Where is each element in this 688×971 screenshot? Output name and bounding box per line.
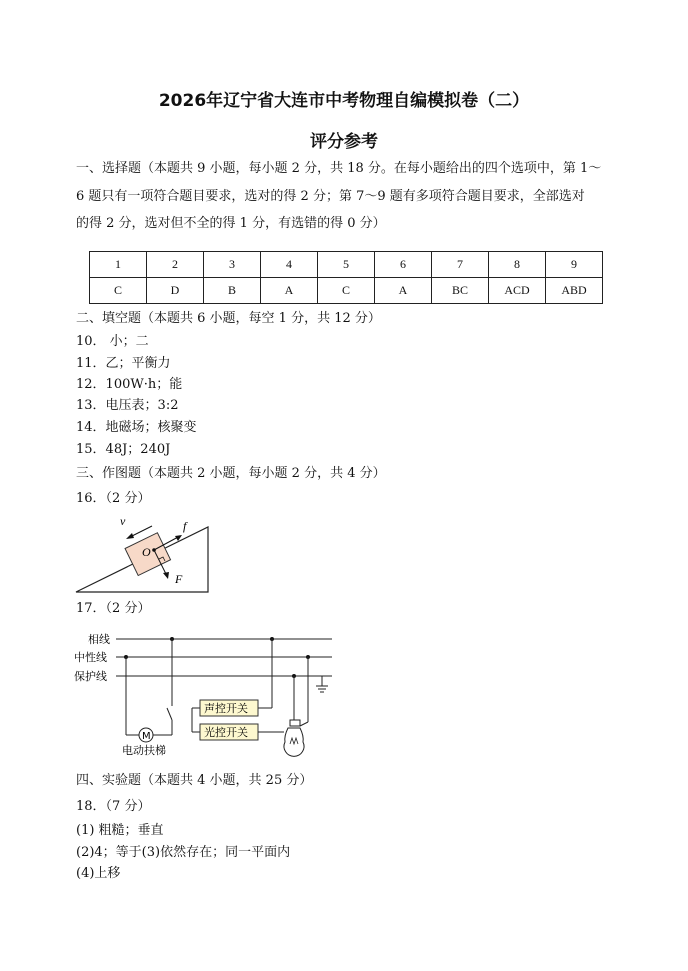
label-F: F [175, 572, 183, 586]
table-cell: 1 [90, 252, 147, 278]
q18-answer-1: (1) 粗糙；垂直 [76, 823, 164, 838]
q18-answer-2: (2)4；等于(3)依然存在；同一平面内 [76, 845, 291, 860]
table-cell: C [318, 278, 375, 304]
table-cell: 6 [375, 252, 432, 278]
table-cell: ACD [489, 278, 546, 304]
table-row-answers [90, 278, 603, 304]
wire-label-live: 相线 [88, 633, 110, 646]
section2-heading: 二、填空题（本题共 6 小题，每空 1 分，共 12 分） [76, 311, 381, 326]
incline-force-diagram [74, 512, 214, 594]
lamp-neutral-link [300, 722, 308, 726]
q18-label: 18．（7 分） [76, 799, 151, 814]
section1-intro-line-2: 6 题只有一项符合题目要求，选对的得 2 分；第 7～9 题有多项符合题目要求，全部选对 [76, 189, 585, 204]
label-O: O [142, 545, 151, 559]
section4-heading: 四、实验题（本题共 4 小题，共 25 分） [76, 773, 313, 788]
q18-answer-3: (4)上移 [76, 866, 121, 881]
fill-answer-15: 15．48J；240J [76, 442, 171, 457]
table-cell: 3 [204, 252, 261, 278]
q17-label: 17．（2 分） [76, 601, 151, 616]
table-cell: 8 [489, 252, 546, 278]
table-cell: 2 [147, 252, 204, 278]
table-cell: 5 [318, 252, 375, 278]
motor-letter: M [142, 731, 151, 742]
table-row-numbers [90, 252, 603, 278]
document-subtitle: 评分参考 [310, 132, 378, 152]
fill-answer-10: 10． 小；二 [76, 334, 149, 349]
table-cell: BC [432, 278, 489, 304]
escalator-label: 电动扶梯 [122, 744, 166, 757]
section1-intro-line-1: 一、选择题（本题共 9 小题，每小题 2 分，共 18 分。在每小题给出的四个选项中，第 1～ [76, 161, 602, 176]
table-cell: D [147, 278, 204, 304]
table-cell: ABD [546, 278, 603, 304]
table-cell: B [204, 278, 261, 304]
sound-switch-label: 声控开关 [204, 702, 248, 715]
fill-answer-11: 11．乙；平衡力 [76, 356, 171, 371]
label-v: v [120, 514, 126, 528]
section1-intro-line-3: 的得 2 分，选对但不全的得 1 分，有选错的得 0 分） [76, 216, 386, 231]
table-cell: A [375, 278, 432, 304]
wire-label-ground: 保护线 [74, 670, 107, 683]
wire-label-neutral: 中性线 [74, 651, 107, 664]
table-cell: C [90, 278, 147, 304]
bulb-base [290, 720, 300, 726]
velocity-arrowhead [126, 533, 134, 539]
section3-heading: 三、作图题（本题共 2 小题，每小题 2 分，共 4 分） [76, 466, 386, 481]
escalator-switch [167, 708, 172, 720]
fill-answer-13: 13．电压表；3:2 [76, 398, 179, 413]
normal-force-arrowhead [163, 572, 169, 579]
table-cell: A [261, 278, 318, 304]
household-circuit-diagram [72, 628, 342, 762]
choice-answer-table [89, 251, 603, 304]
fill-answer-14: 14．地磁场；核聚变 [76, 420, 197, 435]
q16-label: 16．（2 分） [76, 491, 151, 506]
bulb-icon [284, 728, 304, 756]
table-cell: 4 [261, 252, 318, 278]
light-switch-label: 光控开关 [204, 726, 248, 739]
fill-answer-12: 12．100W·h；能 [76, 377, 183, 392]
document-title: 2026年辽宁省大连市中考物理自编模拟卷（二） [158, 91, 530, 111]
table-cell: 7 [432, 252, 489, 278]
label-f: f [183, 519, 187, 533]
table-cell: 9 [546, 252, 603, 278]
